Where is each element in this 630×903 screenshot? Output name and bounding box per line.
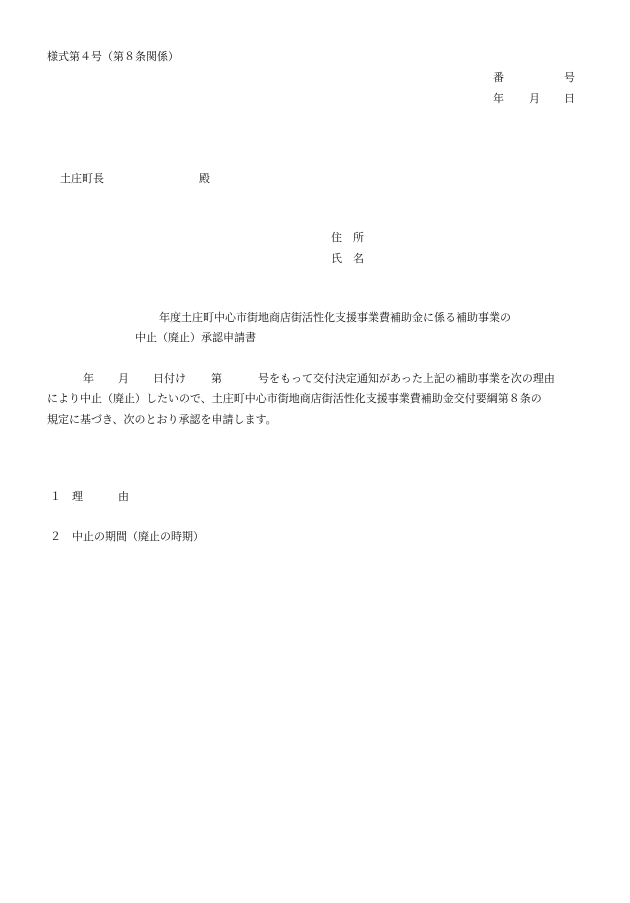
- body-year: 年: [83, 372, 94, 385]
- body-line1-text: 号をもって交付決定通知があった上記の補助事業を次の理由: [258, 372, 555, 385]
- body-date-suffix: 日付け: [153, 372, 186, 385]
- body-dai: 第: [211, 372, 222, 385]
- document-title-line2: 中止（廃止）承認申請書: [135, 331, 256, 344]
- item-2-number: ２: [50, 530, 61, 543]
- ref-number-label: 番: [493, 71, 504, 84]
- item-2-label: 中止の期間（廃止の時期）: [72, 530, 204, 543]
- date-month-label: 月: [529, 92, 540, 105]
- body-line3: 規定に基づき、次のとおり承認を申請します。: [47, 413, 277, 426]
- body-month: 月: [118, 372, 129, 385]
- item-1-label-a: 理: [72, 490, 83, 503]
- item-1-number: １: [50, 490, 61, 503]
- document-title-line1: 年度土庄町中心市街地商店街活性化支援事業費補助金に係る補助事業の: [159, 311, 511, 324]
- item-1-label-b: 由: [118, 490, 129, 503]
- addressee-name: 土庄町長: [60, 172, 104, 185]
- applicant-address-label: 住 所: [331, 231, 364, 244]
- form-number: 様式第４号（第８条関係）: [47, 50, 179, 63]
- addressee-honorific: 殿: [199, 172, 210, 185]
- date-day-label: 日: [564, 92, 575, 105]
- applicant-name-label: 氏 名: [331, 252, 364, 265]
- ref-number-suffix: 号: [564, 71, 575, 84]
- body-line2: により中止（廃止）したいので、土庄町中心市街地商店街活性化支援事業費補助金交付要綱第８条の: [47, 392, 542, 405]
- date-year-label: 年: [493, 92, 504, 105]
